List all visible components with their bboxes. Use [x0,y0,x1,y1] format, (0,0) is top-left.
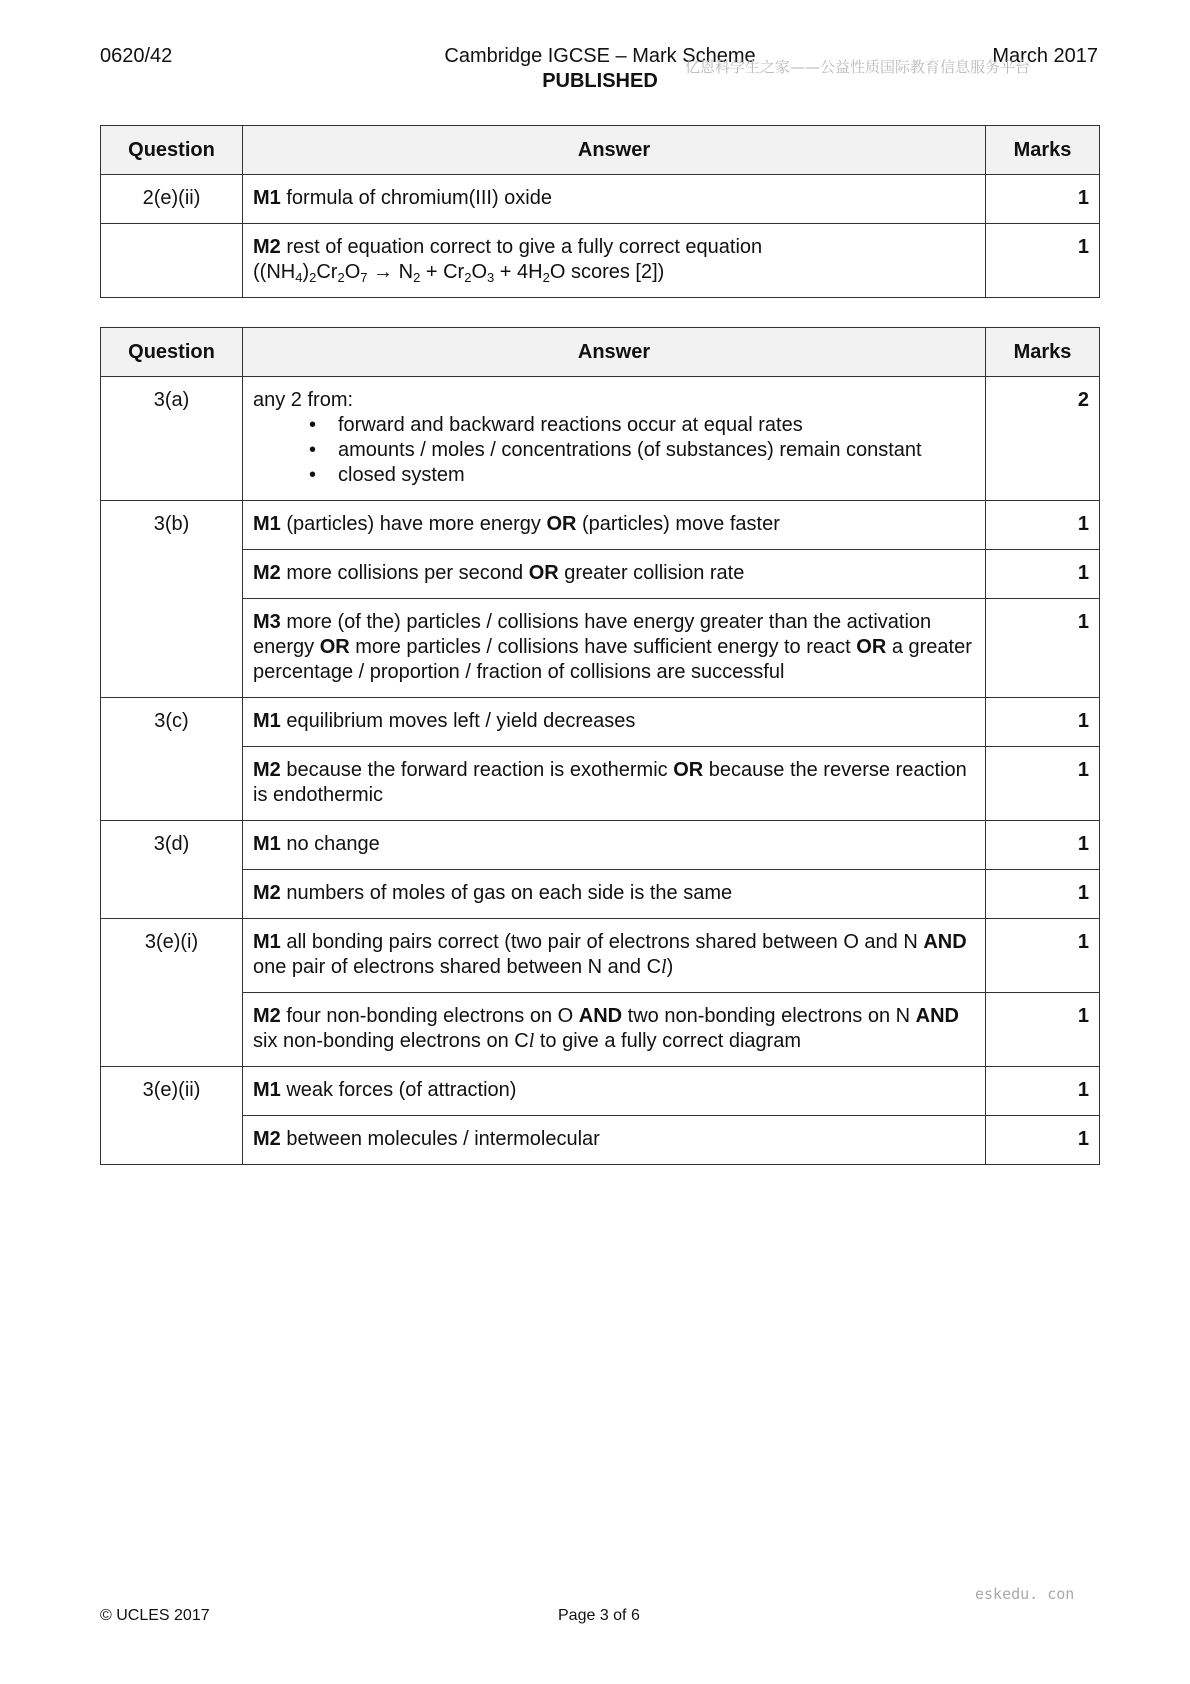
published-label: PUBLISHED [542,70,658,92]
marks-header: Marks [986,328,1100,377]
question-number: 2(e)(ii) [101,175,243,224]
marks-cell: 2 [986,377,1100,501]
question-number: 3(e)(i) [101,919,243,1067]
table-row [101,993,1100,1067]
table-row [101,870,1100,919]
copyright-notice: © UCLES 2017 [100,1607,210,1624]
question-number: 3(b) [101,501,243,698]
answer-cell: M1 formula of chromium(III) oxide [243,175,986,224]
question-number-empty [101,224,243,298]
marks-cell: 1 [986,698,1100,747]
question-number: 3(a) [101,377,243,501]
table-row [101,377,1100,501]
answer-cell: M1 (particles) have more energy OR (particles) move faster [243,501,986,550]
list-item: • closed system [277,463,975,488]
watermark-text: 亿恩科学生之家——公益性质国际教育信息服务平台 [685,58,1031,76]
answer-header: Answer [243,328,986,377]
session-date: March 2017 [992,45,1098,67]
page-number: Page 3 of 6 [558,1607,640,1624]
answer-cell: M1 no change [243,821,986,870]
question-number: 3(e)(ii) [101,1067,243,1165]
marks-cell: 1 [986,550,1100,599]
mark-scheme-table-3 [100,327,1100,1165]
question-header: Question [101,328,243,377]
syllabus-code: 0620/42 [100,45,173,67]
document-title: Cambridge IGCSE – Mark Scheme [444,45,756,67]
answer-cell: any 2 from: • forward and backward reactions occur at equal rates • amounts / moles / concentrations (of substances) remain constant • closed system [243,377,986,501]
marks-cell: 1 [986,1067,1100,1116]
answer-cell: M2 between molecules / intermolecular [243,1116,986,1165]
question-number: 3(c) [101,698,243,821]
marks-header: Marks [986,126,1100,175]
mark-scheme-table-2e [100,125,1100,298]
marks-cell: 1 [986,870,1100,919]
answer-header: Answer [243,126,986,175]
table-row [101,599,1100,698]
table-row [101,821,1100,870]
marks-cell: 1 [986,993,1100,1067]
marks-cell: 1 [986,175,1100,224]
marks-cell: 1 [986,747,1100,821]
answer-cell: M3 more (of the) particles / collisions have energy greater than the activation energy OR more particles / collisions have sufficient energy to react OR a greater percentage / proportion / fraction of collisions are successful [243,599,986,698]
question-header: Question [101,126,243,175]
bullet-list [253,413,975,488]
answer-cell: M1 equilibrium moves left / yield decreases [243,698,986,747]
answer-cell: M1 all bonding pairs correct (two pair of electrons shared between O and N AND one pair of electrons shared between N and Cl) [243,919,986,993]
marks-cell: 1 [986,501,1100,550]
marks-cell: 1 [986,919,1100,993]
answer-cell: M2 more collisions per second OR greater collision rate [243,550,986,599]
table-row [101,747,1100,821]
answer-cell: M1 weak forces (of attraction) [243,1067,986,1116]
table-row [101,501,1100,550]
chemical-equation: ($(NH_4)_2Cr_2O_7 \to N_2 + Cr_2O_3 + 4H_2O$ scores [2]) [253,261,665,285]
table-row [101,919,1100,993]
table-header-row [101,328,1100,377]
answer-cell: M2 four non-bonding electrons on O AND two non-bonding electrons on N AND six non-bonding electrons on Cl to give a fully correct diagram [243,993,986,1067]
table-row [101,550,1100,599]
table-row [101,175,1100,224]
table-row [101,224,1100,298]
answer-cell: M2 rest of equation correct to give a fully correct equation ($(NH_4)_2Cr_2O_7 \to N_2 + Cr_2O_3 + 4H_2O$ scores [2]) [243,224,986,298]
marks-cell: 1 [986,599,1100,698]
site-watermark: eskedu. con [975,1585,1075,1603]
marks-cell: 1 [986,224,1100,298]
table-row [101,1116,1100,1165]
marks-cell: 1 [986,821,1100,870]
answer-cell: M2 numbers of moles of gas on each side is the same [243,870,986,919]
table-row [101,1067,1100,1116]
table-header-row [101,126,1100,175]
question-number: 3(d) [101,821,243,919]
answer-cell: M2 because the forward reaction is exothermic OR because the reverse reaction is endothermic [243,747,986,821]
marks-cell: 1 [986,1116,1100,1165]
table-row [101,698,1100,747]
list-item: • forward and backward reactions occur at equal rates [277,413,975,438]
list-item: • amounts / moles / concentrations (of substances) remain constant [277,438,975,463]
